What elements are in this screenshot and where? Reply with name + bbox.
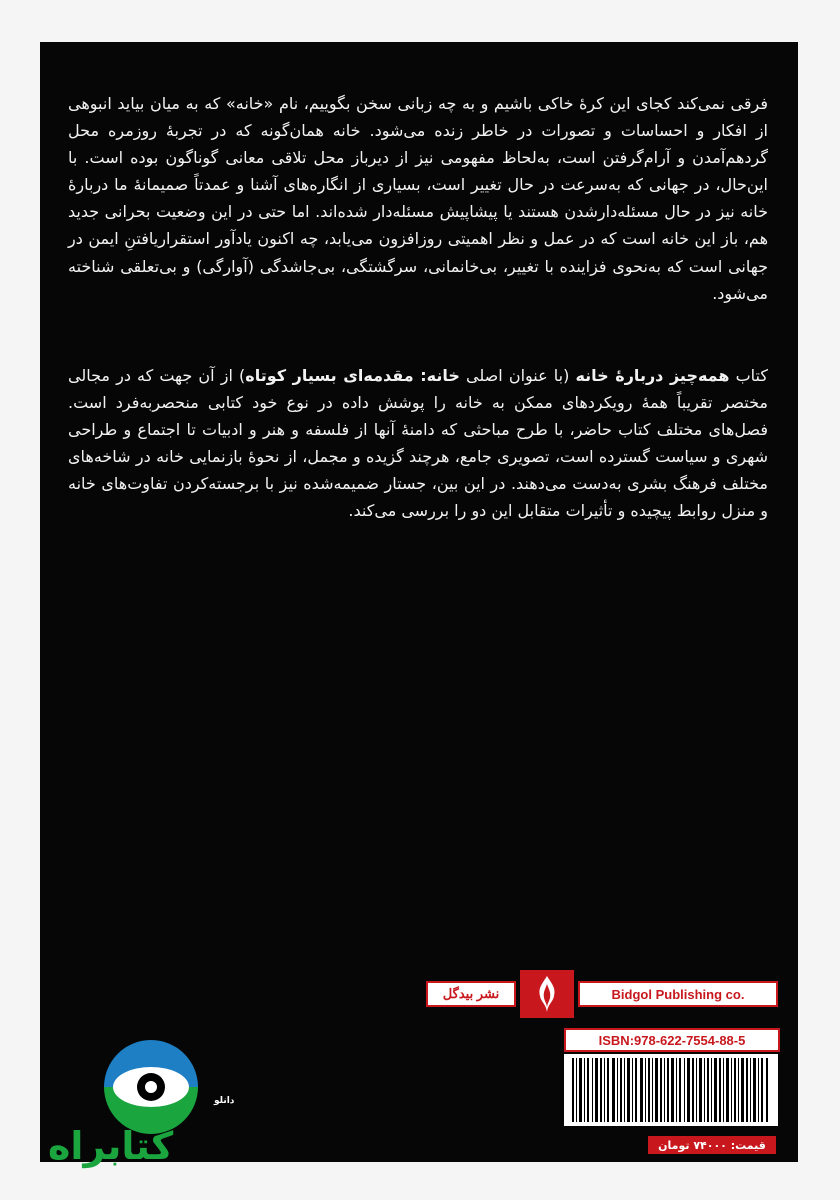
flame-book-logo-icon	[520, 970, 574, 1018]
isbn-label: ISBN:978-622-7554-88-5	[564, 1028, 780, 1052]
publisher-block	[426, 970, 778, 1152]
publisher-row	[426, 970, 778, 1018]
price-label: قیمت: ۷۴۰۰۰ تومان	[648, 1136, 776, 1154]
store-name: کتابراه	[48, 1124, 174, 1168]
book-back-cover	[40, 42, 798, 1162]
paragraph-2-rest: ) از آن جهت که در مجالی مختصر تقریباً همهٔ رویکردهای ممکن به خانه را پوشش داده در نوع خود کتابی منحصربه‌فرد است. فصل‌های مختلف کتاب حاضر، با طرح مباحثی که دامنهٔ آنها از فلسفه و هنر و ادبیات تا اجتماع و طراحی شهری و سیاست گسترده است، تصویری جامع، هرچند گزیده و مجمل، از نحوهٔ بازنمایی خانه در شاخه‌های مختلف فرهنگ بشری به‌دست می‌دهند. در این بین، جستار ضمیمه‌شده نیز با برجسته‌کردن تفاوت‌های خانه و منزل روابط پیچیده و تأثیرات متقابل این دو را بررسی می‌کند.	[68, 366, 768, 521]
paragraph-2-mid: (با عنوان اصلی	[459, 366, 576, 385]
book-title-fa: همه‌چیز دربارهٔ خانه	[575, 366, 730, 385]
description-paragraph-2	[68, 362, 768, 525]
publisher-name-en: Bidgol Publishing co.	[578, 981, 778, 1007]
barcode-image	[564, 1054, 778, 1126]
paragraph-2-lead: کتاب	[729, 366, 768, 385]
original-title-fa: خانه: مقدمه‌ای بسیار کوتاه	[245, 366, 460, 385]
eye-logo-icon	[104, 1040, 198, 1134]
publisher-name-fa: نشر بیدگل	[426, 981, 516, 1007]
store-logo	[38, 1040, 235, 1170]
description-paragraph-1: فرقی نمی‌کند کجای این کرهٔ خاکی باشیم و به چه زبانی سخن بگوییم، نام «خانه» که به میان بیاید انبوهی از افکار و احساسات و تصورات در خاطر زنده می‌شود. خانه همان‌گونه که در تجربهٔ روزمره محل گردهم‌آمدن و آرام‌گرفتن است، به‌لحاظ مفهومی نیز از دیرباز محل تلاقی معانی گوناگون بوده است. با این‌حال، در جهانی که به‌سرعت در حال تغییر است، بسیاری از انگاره‌های آشنا و عمدتاً صمیمانهٔ ما دربارهٔ خانه نیز در حال مسئله‌دارشدن هستند یا پیشاپیش مسئله‌دار شده‌اند. اما حتی در این وضعیت بحرانی جدید هم، باز این خانه است که در عمل و نظر اهمیتی روزافزون می‌یابد، چه اکنون یادآور استقراریافتنِ ایمن در جهانی است که به‌نحوی فزاینده با تغییر، بی‌خانمانی، سرگشتگی، بی‌جاشدگی (آوارگی) و بی‌تعلقی شناخته می‌شود.	[68, 94, 768, 303]
store-small-label: دانلو	[214, 1096, 235, 1106]
